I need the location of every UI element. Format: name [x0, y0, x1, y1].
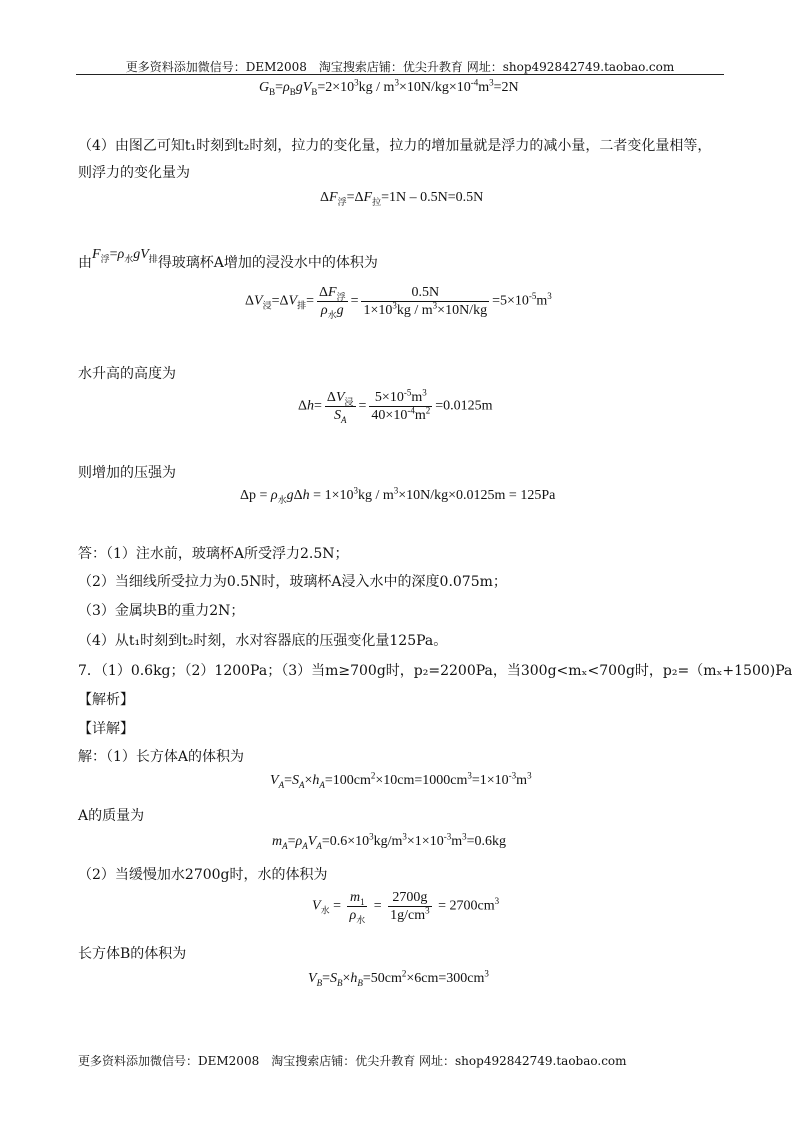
answer-line-3: （3）金属块B的重力2N；	[78, 603, 245, 619]
equation-delta-v: $\Delta V_浸=\Delta V_排=$ $\frac{\Delta F_浮}{\rho_水g}$ = $\frac{0.5N}{1\times 10^3kg / m^3\times 10N/kg}$ $=5\times 10^{-5}m^3$	[245, 285, 552, 320]
equation-delta-p: $\Delta p = \rho_水g\Delta h = 1\times 10^3kg / m^3\times 10N/kg\times 0.0125m = 125Pa$	[240, 485, 556, 505]
page-header: 更多资料添加微信号：DEM2008 淘宝搜索店铺：优尖升教育 网址：shop492842749.taobao.com	[125, 60, 675, 74]
answer-line-4: （4）从t₁时刻到t₂时刻，水对容器底的压强变化量125Pa。	[78, 633, 448, 649]
solution-step-2: （2）当缓慢加水2700g时，水的体积为	[78, 867, 328, 883]
detail-tag: 【详解】	[78, 721, 134, 737]
paragraph-rise: 水升高的高度为	[78, 366, 176, 382]
paragraph-mass-a: A的质量为	[78, 808, 145, 824]
paragraph-from: 由$F_浮=\rho_水gV_排$得玻璃杯A增加的浸没水中的体积为	[78, 247, 378, 271]
paragraph-pressure: 则增加的压强为	[78, 465, 176, 481]
equation-va: $V_A=S_A\times h_A=100cm^2\times 10cm=1000cm^3=1\times 10^{-3}m^3$	[270, 770, 532, 790]
question-7-answers: 7．（1）0.6kg；（2）1200Pa；（3）当m≥700g时，p₂=2200Pa，当300g<mₓ<700g时，p₂=（mₓ+1500)Pa	[78, 663, 793, 679]
solution-step-1: 解：（1）长方体A的体积为	[78, 749, 245, 765]
from-word: 由	[78, 255, 92, 271]
answer-line-1: 答：（1）注水前，玻璃杯A所受浮力2.5N；	[78, 546, 349, 562]
equation-vb: $V_B=S_B\times h_B=50cm^2\times 6cm=300cm^3$	[308, 968, 489, 988]
equation-ma: $m_A=\rho_AV_A=0.6\times 10^3kg/m^3\times 1\times 10^{-3}m^3=0.6kg$	[272, 831, 506, 851]
page-footer: 更多资料添加微信号：DEM2008 淘宝搜索店铺：优尖升教育 网址：shop492842749.taobao.com	[78, 1054, 627, 1068]
answer-line-2: （2）当细线所受拉力为0.5N时，玻璃杯A浸入水中的深度0.075m；	[78, 574, 507, 590]
header-rule	[76, 74, 724, 75]
paragraph-volume-b: 长方体B的体积为	[78, 946, 187, 962]
equation-gb: $G_B=\rho_BgV_B=2\times 10^3kg / m^3\times 10N/kg\times 10^{-4}m^3=2N$	[259, 77, 519, 97]
paragraph-4-line2: 则浮力的变化量为	[78, 165, 190, 181]
paragraph-4-line1: （4）由图乙可知t₁时刻到t₂时刻，拉力的变化量，拉力的增加量就是浮力的减小量，二者变化量相等，	[78, 138, 712, 154]
from-rest: 得玻璃杯A增加的浸没水中的体积为	[157, 255, 378, 271]
equation-delta-h: Δh= $\frac{\Delta V_浸}{S_A}$ = $\frac{5\times 10^{-5}m^3}{40\times 10^{-4}m^2}$ =0.0125m	[298, 387, 493, 425]
analysis-tag: 【解析】	[78, 692, 134, 708]
equation-v-water: $V_水$ = $\frac{m_1}{\rho_水}$ = $\frac{2700g}{1g/cm^3}$ = $2700cm^3$	[312, 890, 500, 925]
equation-delta-f: $\Delta F_浮=\Delta F_拉=1N - 0.5N=0.5N$	[320, 190, 484, 207]
